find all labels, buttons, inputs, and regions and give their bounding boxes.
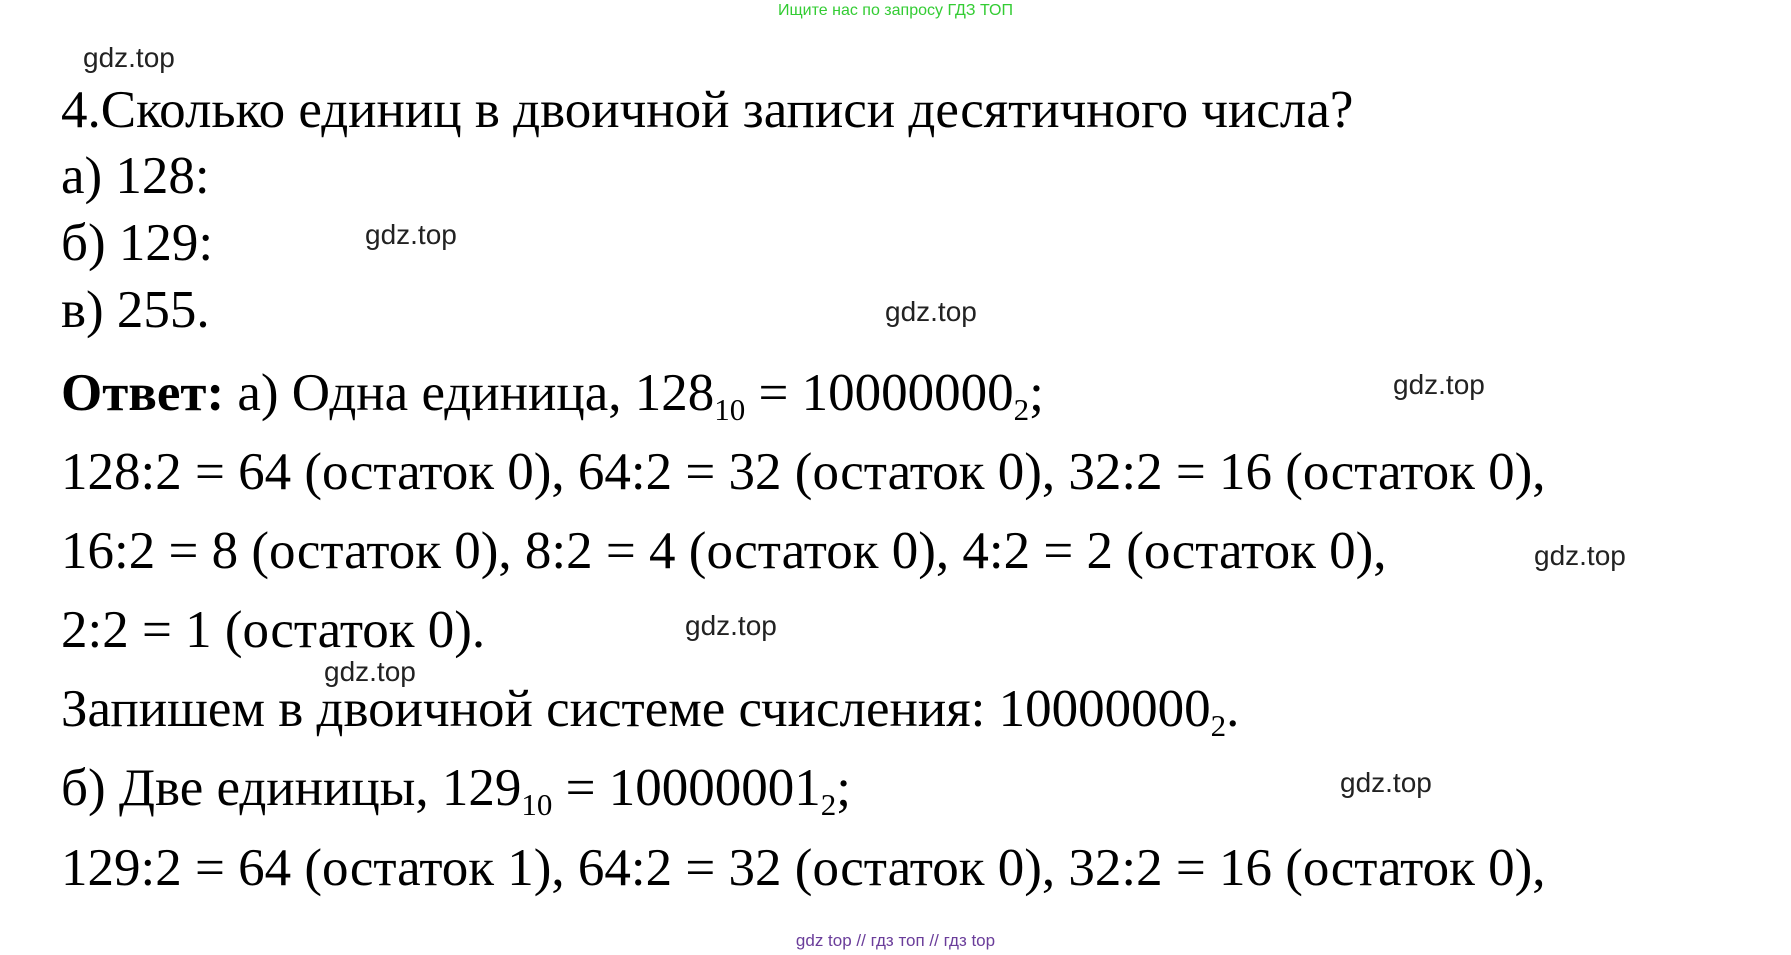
watermark: gdz.top [1393, 369, 1485, 400]
answer-a-end: ; [1029, 364, 1044, 422]
answer-b-end: ; [836, 759, 851, 817]
watermark: gdz.top [324, 656, 416, 687]
answer-a-result-end: . [1226, 680, 1240, 738]
answer-a-line-1: 128:2 = 64 (остаток 0), 64:2 = 32 (остаток 0), 32:2 = 16 (остаток 0), [61, 443, 1546, 501]
answer-a-result [61, 679, 1239, 746]
answer-a-result-text: Запишем в двоичной системе счисления: 10000000 [61, 680, 1211, 738]
answer-a-sub-bin: 2 [1013, 392, 1030, 427]
watermark: gdz.top [83, 42, 175, 73]
answer-a-result-sub: 2 [1210, 708, 1227, 743]
answer-b-eq: = 10000001 [552, 759, 821, 817]
answer-b-header [61, 758, 851, 825]
watermark: gdz.top [1340, 767, 1432, 798]
answer-b-line-1: 129:2 = 64 (остаток 1), 64:2 = 32 (остаток 0), 32:2 = 16 (остаток 0), [61, 839, 1546, 897]
answer-label: Ответ: [61, 364, 225, 422]
answer-a-line-2: 16:2 = 8 (остаток 0), 8:2 = 4 (остаток 0), 4:2 = 2 (остаток 0), [61, 522, 1387, 580]
watermark: gdz.top [885, 296, 977, 327]
question-option-a: а) 128: [61, 147, 210, 205]
answer-a-header [61, 363, 1044, 430]
answer-b-intro: б) Две единицы, 129 [61, 759, 522, 817]
question-option-b: б) 129: [61, 214, 214, 272]
top-banner[interactable]: Ищите нас по запросу ГДЗ ТОП [778, 2, 1013, 19]
answer-b-sub-base: 10 [521, 787, 553, 822]
answer-a-sub-base: 10 [714, 392, 746, 427]
answer-b-sub-bin: 2 [820, 787, 837, 822]
question-title: 4.Сколько единиц в двоичной записи десятичного числа? [61, 81, 1354, 139]
answer-a-line-3: 2:2 = 1 (остаток 0). [61, 601, 486, 659]
watermark: gdz.top [1534, 540, 1626, 571]
watermark: gdz.top [365, 219, 457, 250]
answer-a-intro: а) Одна единица, 128 [237, 364, 715, 422]
answer-a-eq: = 10000000 [745, 364, 1014, 422]
footer-links[interactable]: gdz top // гдз топ // гдз top [795, 931, 996, 950]
question-option-c: в) 255. [61, 281, 210, 339]
watermark: gdz.top [685, 610, 777, 641]
